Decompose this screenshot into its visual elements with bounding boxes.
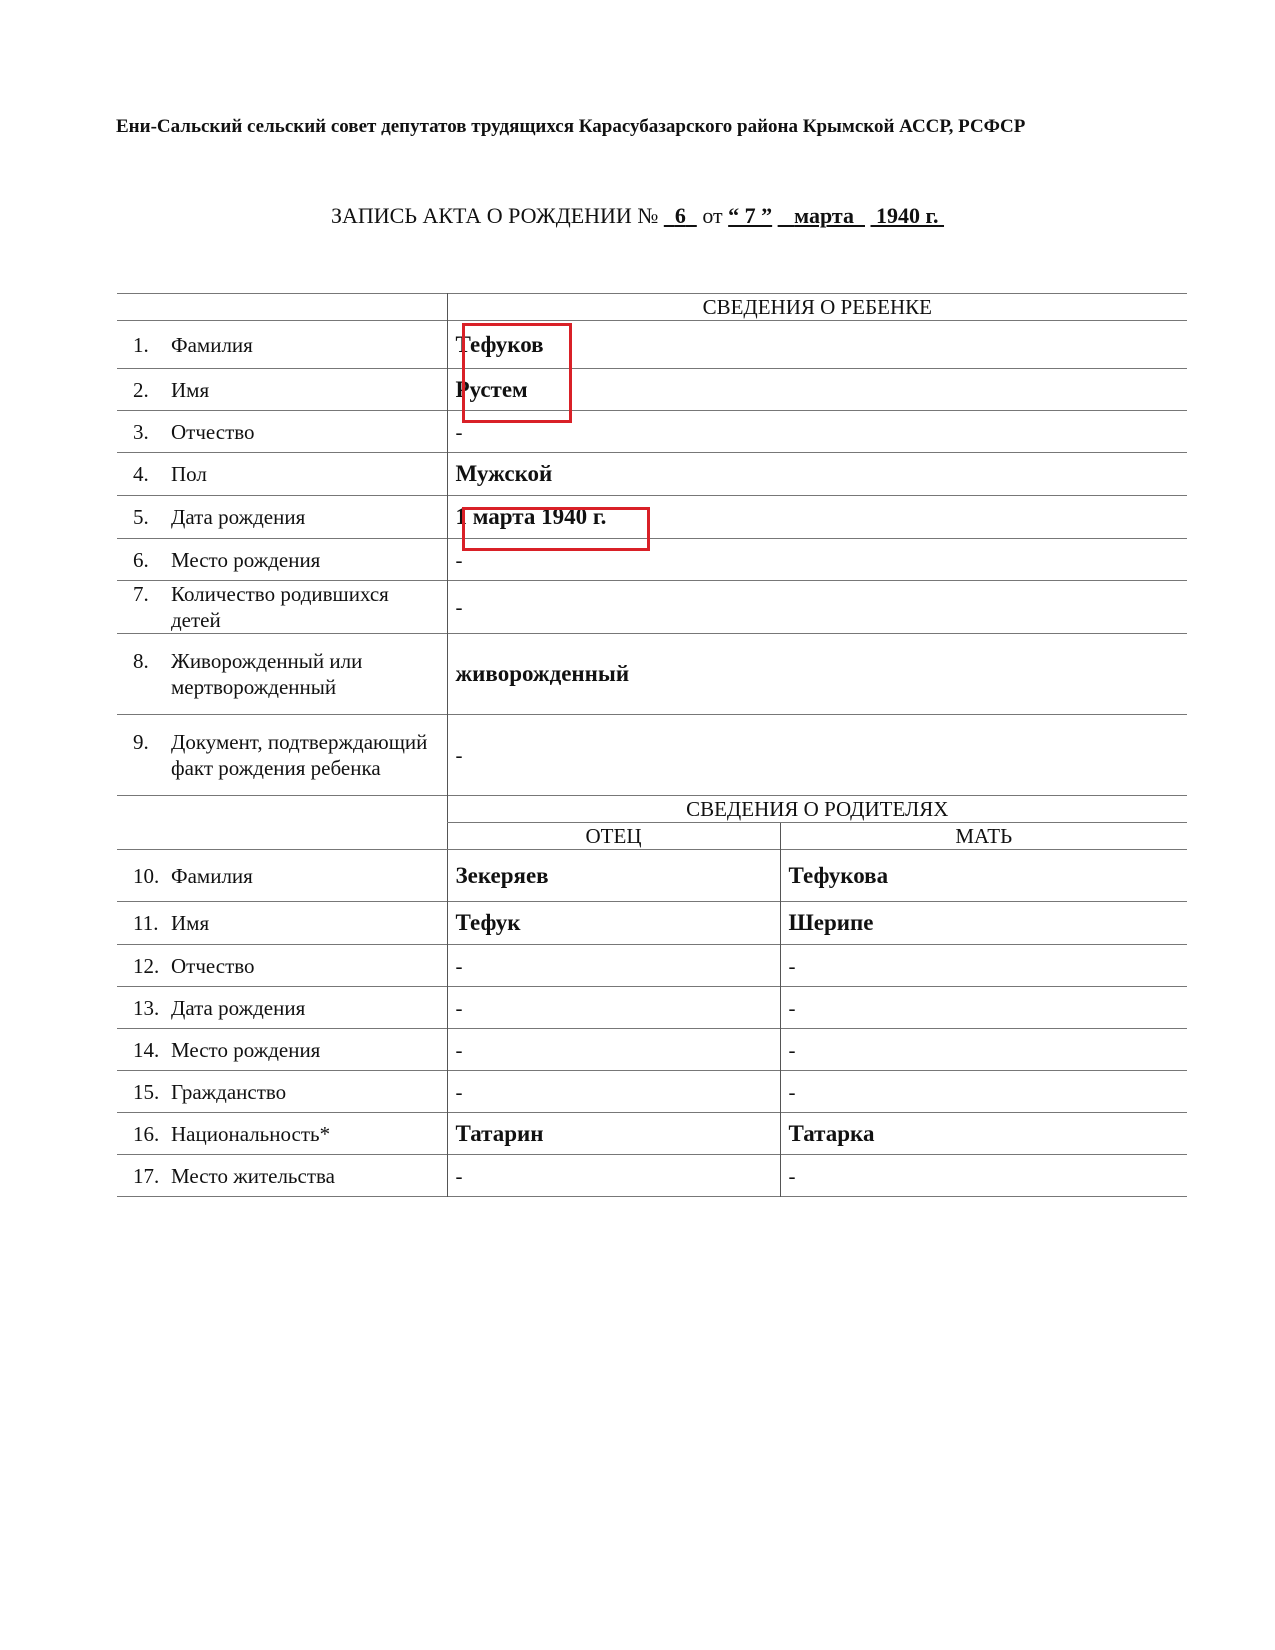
father-value: Зекеряев: [447, 850, 780, 902]
table-row: [117, 453, 1187, 496]
row-label: Национальность*: [171, 1121, 331, 1146]
highlight-box-child-name: [462, 323, 572, 423]
row-number: 16.: [133, 1121, 160, 1146]
row-label: Фамилия: [171, 332, 253, 357]
mother-value: -: [780, 1029, 1187, 1071]
child-section-header: [117, 294, 1187, 321]
birth-record-table: [117, 293, 1187, 1197]
record-title: [0, 203, 1275, 229]
parents-section-title: СВЕДЕНИЯ О РОДИТЕЛЯХ: [447, 796, 1187, 823]
table-row: [117, 987, 1187, 1029]
record-title-text: ЗАПИСЬ АКТА О РОЖДЕНИИ №: [330, 203, 659, 228]
row-label: Место рождения: [171, 547, 321, 572]
father-value: Тефук: [447, 902, 780, 945]
table-row: [117, 539, 1187, 581]
table-row: [117, 1113, 1187, 1155]
row-number: 2.: [133, 377, 149, 402]
father-header: ОТЕЦ: [447, 823, 780, 850]
row-label: Живорожденный или мертворожденный: [171, 649, 363, 699]
row-number: 7.: [133, 582, 149, 606]
child-sex-value: Мужской: [447, 453, 1187, 496]
table-row: [117, 1155, 1187, 1197]
mother-value: -: [780, 1155, 1187, 1197]
father-value: -: [447, 1155, 780, 1197]
row-number: 8.: [133, 649, 149, 673]
father-value: -: [447, 945, 780, 987]
mother-value: -: [780, 945, 1187, 987]
record-year: 1940 г.: [876, 203, 939, 228]
row-label: Отчество: [171, 953, 255, 978]
row-number: 3.: [133, 419, 149, 444]
child-name-value: Рустем: [447, 369, 1187, 411]
row-number: 14.: [133, 1037, 160, 1062]
from-word: от: [702, 203, 723, 228]
mother-value: Татарка: [780, 1113, 1187, 1155]
record-number: 6: [674, 203, 686, 228]
mother-header: МАТЬ: [780, 823, 1187, 850]
record-day: “ 7 ”: [728, 203, 773, 228]
row-number: 11.: [133, 911, 159, 935]
father-value: -: [447, 1029, 780, 1071]
child-birthdate-value: 1 марта 1940 г.: [447, 496, 1187, 539]
child-patronymic-value: -: [447, 411, 1187, 453]
children-count-value: -: [447, 581, 1187, 634]
row-number: 9.: [133, 730, 149, 754]
mother-value: -: [780, 987, 1187, 1029]
table-row: [117, 1071, 1187, 1113]
mother-value: Тефукова: [780, 850, 1187, 902]
child-section-title: СВЕДЕНИЯ О РЕБЕНКЕ: [447, 294, 1187, 321]
record-month: марта: [794, 203, 854, 228]
parents-section-header: [117, 796, 1187, 823]
table-row: [117, 634, 1187, 715]
table-row: [117, 902, 1187, 945]
row-label: Место жительства: [171, 1163, 335, 1188]
child-surname-value: Тефуков: [447, 321, 1187, 369]
row-label: Имя: [171, 377, 210, 402]
father-value: Татарин: [447, 1113, 780, 1155]
table-row: [117, 581, 1187, 634]
table-row: [117, 850, 1187, 902]
mother-value: Шерипе: [780, 902, 1187, 945]
row-number: 4.: [133, 462, 149, 486]
father-value: -: [447, 987, 780, 1029]
table-row: [117, 945, 1187, 987]
table-row: [117, 1029, 1187, 1071]
row-number: 6.: [133, 547, 149, 572]
mother-value: -: [780, 1071, 1187, 1113]
row-label: Дата рождения: [171, 995, 306, 1020]
father-value: -: [447, 1071, 780, 1113]
highlight-box-birthdate: [462, 507, 650, 551]
child-birthplace-value: -: [447, 539, 1187, 581]
organization-name: Ени-Сальский сельский совет депутатов трудящихся Карасубазарского района Крымской АССР, РСФСР: [116, 116, 1026, 137]
row-number: 1.: [133, 332, 149, 357]
row-number: 5.: [133, 505, 149, 529]
table-row: [117, 715, 1187, 796]
table-row: [117, 496, 1187, 539]
row-label: Дата рождения: [171, 505, 306, 529]
row-label: Имя: [171, 911, 210, 935]
row-number: 12.: [133, 953, 160, 978]
row-label: Отчество: [171, 419, 255, 444]
birth-document-value: -: [447, 715, 1187, 796]
liveborn-value: живорожденный: [447, 634, 1187, 715]
row-label: Документ, подтверждающий факт рождения ребенка: [171, 730, 428, 780]
row-label: Место рождения: [171, 1037, 321, 1062]
row-number: 10.: [133, 863, 160, 888]
table-row: [117, 321, 1187, 369]
row-label: Фамилия: [171, 863, 253, 888]
row-number: 17.: [133, 1163, 160, 1188]
row-label: Пол: [171, 462, 207, 486]
row-number: 15.: [133, 1079, 160, 1104]
row-number: 13.: [133, 995, 160, 1020]
row-label: Гражданство: [171, 1079, 287, 1104]
row-label: Количество родившихся детей: [171, 582, 389, 632]
table-row: [117, 411, 1187, 453]
table-row: [117, 369, 1187, 411]
